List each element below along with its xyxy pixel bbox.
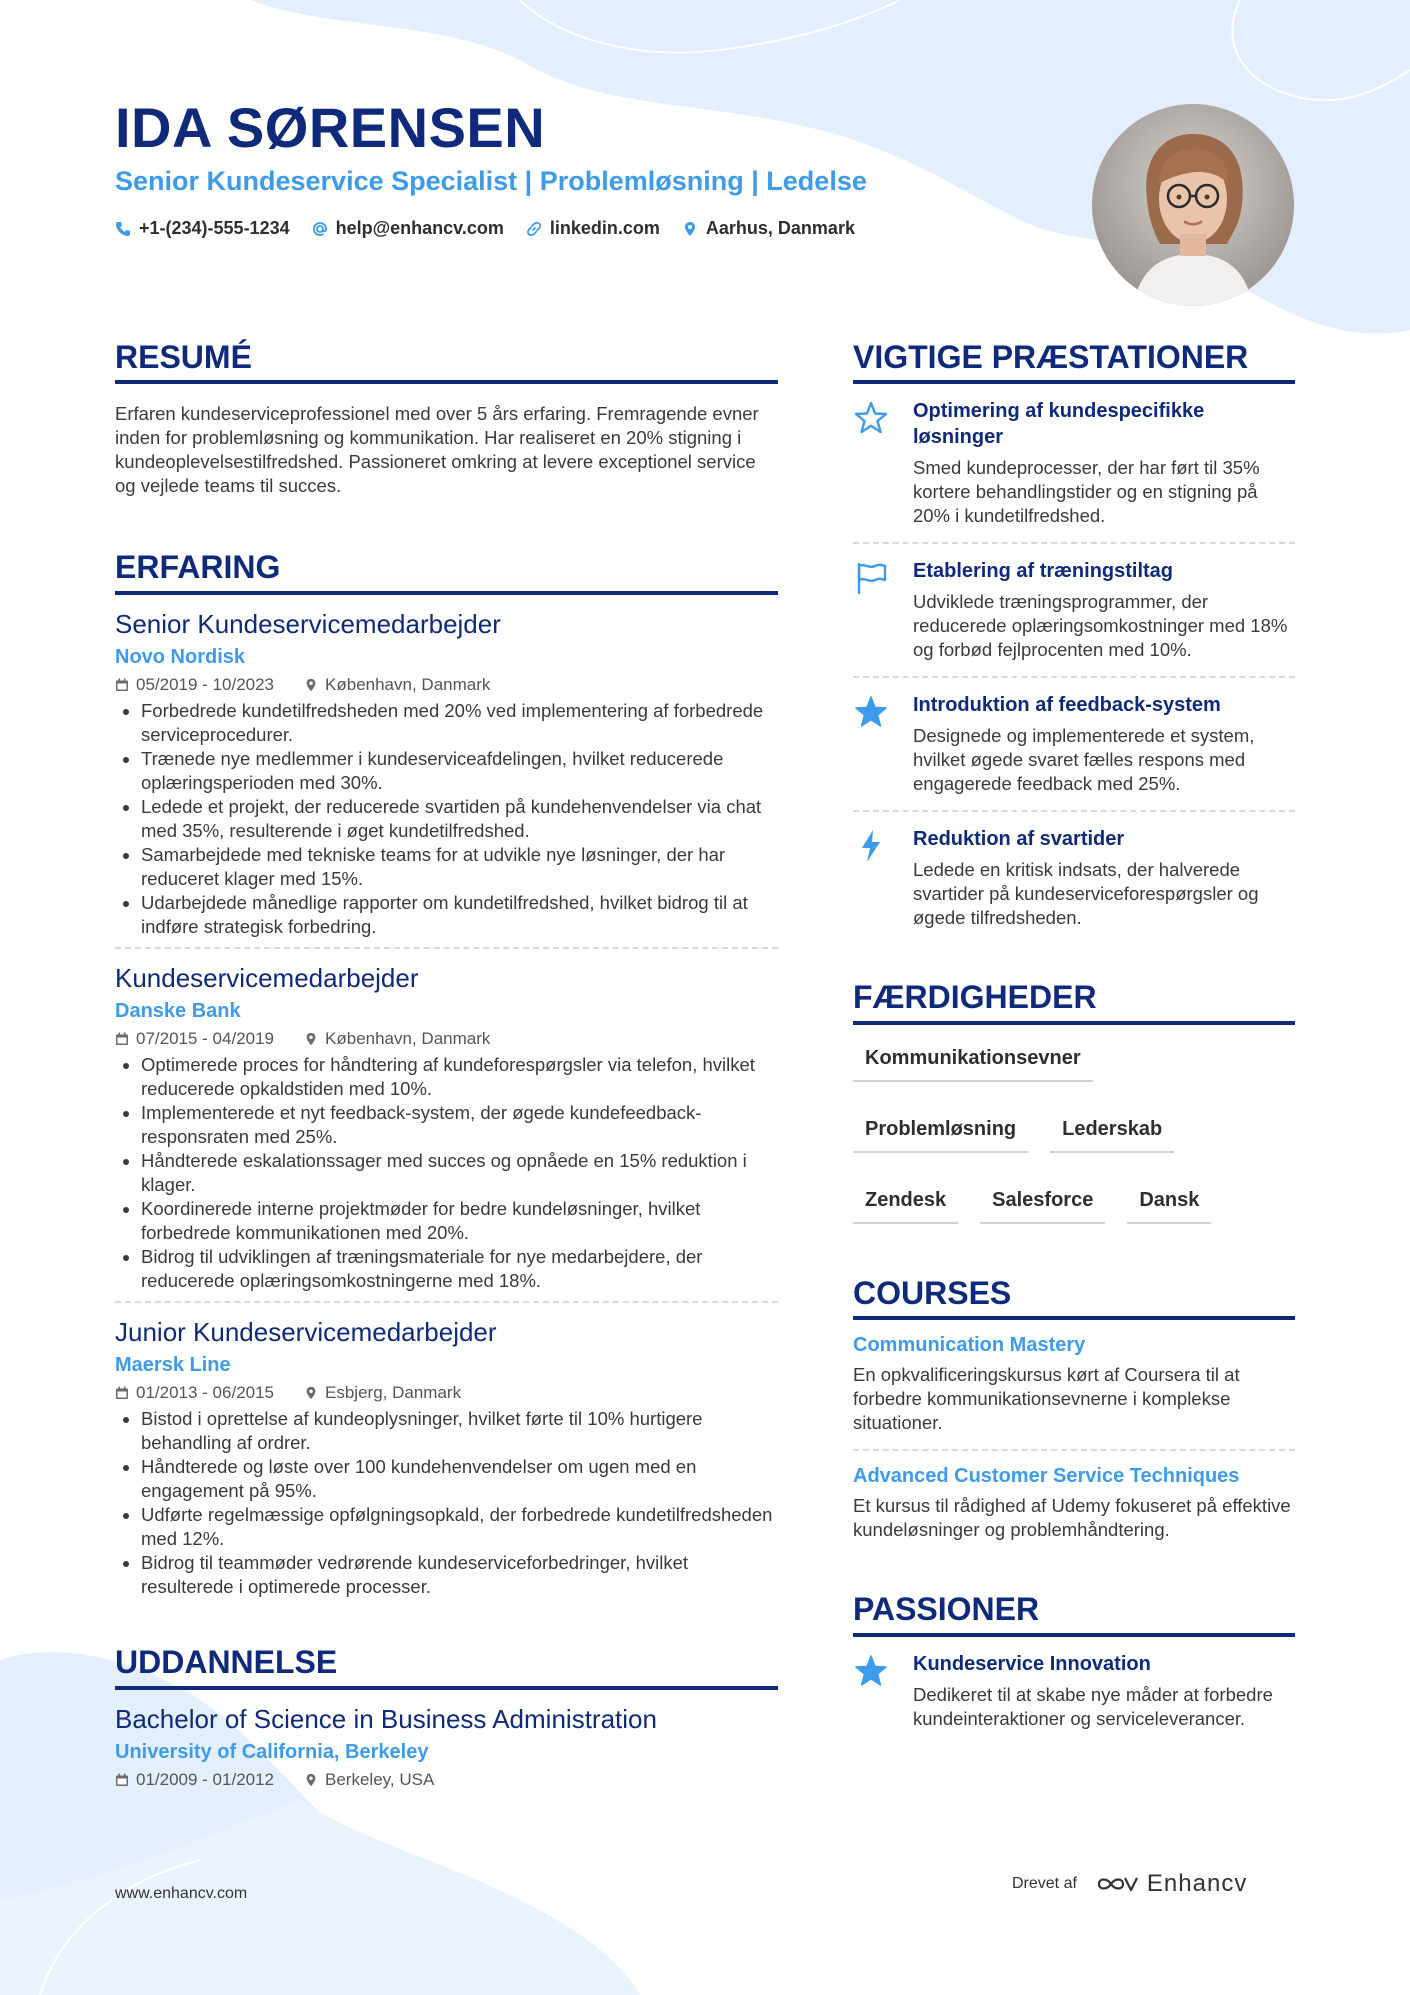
- job-dates: 01/2013 - 06/2015: [136, 1383, 275, 1403]
- star-outline-icon: [853, 400, 889, 436]
- job-bullet: • Koordinerede interne projektmøder for bedre kundeløsninger, hvilket forbedrede kommunikationen med 20%.: [141, 1197, 778, 1245]
- star-icon: [853, 694, 889, 730]
- achievement-desc: Smed kundeprocesser, der har ført til 35% kortere behandlingstider og en stigning på 20% i kundetilfredshed.: [913, 457, 1260, 527]
- enhancv-logo-icon: [1095, 1872, 1139, 1896]
- education-entry: [115, 1690, 778, 1798]
- job-bullet: • Udførte regelmæssige opfølgningsopkald, der forbedrede kundetilfredsheden med 12%.: [141, 1503, 778, 1551]
- calendar-icon: [115, 678, 129, 692]
- calendar-icon: [115, 1032, 129, 1046]
- calendar-icon: [115, 1386, 129, 1400]
- left-column: [115, 338, 778, 1798]
- course-desc: En opkvalificeringskursus kørt af Coursera til at forbedre kommunikationsevnerne i komplekse situationer.: [853, 1364, 1240, 1434]
- job-bullets: [115, 1407, 778, 1599]
- achievement-title: Reduktion af svartider: [913, 828, 1125, 851]
- phone-icon: [115, 221, 131, 237]
- contact-phone[interactable]: [115, 218, 290, 239]
- job-bullet: • Ledede et projekt, der reducerede svartiden på kundehenvendelser via chat med 35%, resulterende i øget kundetilfredshed.: [141, 795, 778, 843]
- achievement-title: Introduktion af feedback-system: [913, 694, 1221, 717]
- candidate-subtitle: Senior Kundeservice Specialist | Problemløsning | Ledelse: [115, 166, 867, 196]
- job-title: Kundeservicemedarbejder: [115, 962, 419, 993]
- lightning-icon: [853, 828, 889, 864]
- passions-title: PASSIONER: [853, 1590, 1295, 1636]
- achievement-title: Etablering af træningstiltag: [913, 560, 1174, 583]
- calendar-icon: [115, 1773, 129, 1787]
- achievement-title: Optimering af kundespecifikke løsninger: [913, 400, 1205, 449]
- profile-photo: [1092, 104, 1294, 306]
- job-bullet: • Bistod i oprettelse af kundeoplysninger, hvilket førte til 10% hurtigere behandling af ordrer.: [141, 1407, 778, 1455]
- powered-by-text: Drevet af: [1012, 1875, 1077, 1892]
- achievement-item: [853, 676, 1295, 810]
- education-degree: Bachelor of Science in Business Administration: [115, 1703, 657, 1734]
- job-bullet: • Håndterede og løste over 100 kundehenvendelser om ugen med en engagement på 95%.: [141, 1455, 778, 1503]
- job-location: København, Danmark: [325, 674, 491, 694]
- contact-bar: [115, 218, 855, 239]
- job-entry: [115, 947, 778, 1301]
- education-meta: [115, 1770, 778, 1790]
- skill-tag: Dansk: [1127, 1185, 1211, 1224]
- passion-desc: Dedikeret til at skabe nye måder at forbedre kundeinteraktioner og serviceleverancer.: [913, 1683, 1273, 1729]
- link-icon: [526, 221, 542, 237]
- skills-title: FÆRDIGHEDER: [853, 978, 1295, 1024]
- courses-title: COURSES: [853, 1274, 1295, 1320]
- job-bullets: [115, 1053, 778, 1293]
- skill-tag: Salesforce: [980, 1185, 1105, 1224]
- job-location: Esbjerg, Danmark: [325, 1383, 462, 1403]
- education-location: Berkeley, USA: [325, 1769, 435, 1789]
- course-desc: Et kursus til rådighed af Udemy fokuseret på effektive kundeløsninger og problemhåndtering.: [853, 1495, 1291, 1541]
- education-school: University of California, Berkeley: [115, 1740, 429, 1763]
- achievement-item: [853, 542, 1295, 676]
- job-meta: [115, 675, 778, 695]
- job-meta: [115, 1029, 778, 1049]
- job-bullet: • Håndterede eskalationssager med succes og opnåede en 15% reduktion i klager.: [141, 1149, 778, 1197]
- skill-tag: Problemløsning: [853, 1114, 1028, 1153]
- education-section: [115, 1643, 778, 1798]
- job-bullet: • Optimerede proces for håndtering af kundeforespørgsler via telefon, hvilket reducerede opkaldstiden med 10%.: [141, 1053, 778, 1101]
- location-icon: [304, 678, 318, 692]
- education-title: UDDANNELSE: [115, 1643, 778, 1689]
- job-entry: [115, 595, 778, 947]
- course-item: [853, 1320, 1295, 1449]
- achievements-section: [853, 338, 1295, 944]
- summary-section: [115, 338, 778, 498]
- job-entry: [115, 1301, 778, 1607]
- contact-phone-text: +1-(234)-555-1234: [139, 218, 290, 238]
- contact-linkedin-text: linkedin.com: [549, 218, 660, 238]
- enhancv-logo-text: Enhancv: [1146, 1870, 1248, 1897]
- job-meta: [115, 1383, 778, 1403]
- achievement-desc: Udviklede træningsprogrammer, der reducerede oplæringsomkostninger med 18% og forbød fejlprocenten med 10%.: [913, 591, 1288, 661]
- job-bullet: • Udarbejdede månedlige rapporter om kundetilfredshed, hvilket bidrog til at indføre strategisk forbedring.: [141, 891, 778, 939]
- achievement-item: [853, 384, 1295, 542]
- education-dates: 01/2009 - 01/2012: [136, 1769, 275, 1789]
- course-item: [853, 1449, 1295, 1556]
- contact-location-text: Aarhus, Danmark: [705, 218, 855, 238]
- job-bullets: [115, 699, 778, 939]
- at-icon: [312, 221, 328, 237]
- skill-tag: Zendesk: [853, 1185, 958, 1224]
- location-icon: [304, 1386, 318, 1400]
- job-company: Novo Nordisk: [115, 645, 246, 668]
- job-bullet: • Samarbejdede med tekniske teams for at udvikle nye løsninger, der har reduceret klager med 15%.: [141, 843, 778, 891]
- location-icon: [682, 221, 698, 237]
- achievements-title: VIGTIGE PRÆSTATIONER: [853, 338, 1295, 384]
- candidate-name: IDA SØRENSEN: [115, 96, 546, 159]
- experience-section: [115, 548, 778, 1607]
- achievement-item: [853, 810, 1295, 944]
- enhancv-logo[interactable]: [1095, 1870, 1247, 1898]
- skills-section: [853, 978, 1295, 1223]
- skill-tag: Kommunikationsevner: [853, 1043, 1093, 1082]
- job-title: Senior Kundeservicemedarbejder: [115, 608, 501, 639]
- job-bullet: • Bidrog til udviklingen af træningsmateriale for nye medarbejdere, der reducerede oplæringsomkostningerne med 18%.: [141, 1245, 778, 1293]
- job-location: København, Danmark: [325, 1029, 491, 1049]
- passions-section: [853, 1590, 1295, 1744]
- location-icon: [304, 1032, 318, 1046]
- location-icon: [304, 1773, 318, 1787]
- contact-email[interactable]: [312, 218, 504, 239]
- job-bullet: • Trænede nye medlemmer i kundeserviceafdelingen, hvilket reducerede oplæringsperioden med 30%.: [141, 747, 778, 795]
- flag-icon: [853, 560, 889, 596]
- achievement-desc: Designede og implementerede et system, hvilket øgede svaret fælles respons med engagerede feedback med 25%.: [913, 725, 1255, 795]
- courses-section: [853, 1274, 1295, 1556]
- skill-tag: Lederskab: [1050, 1114, 1174, 1153]
- job-bullet: • Bidrog til teammøder vedrørende kundeserviceforbedringer, hvilket resulterede i optimerede processer.: [141, 1551, 778, 1599]
- course-title: Advanced Customer Service Techniques: [853, 1465, 1240, 1488]
- job-bullet: • Implementerede et nyt feedback-system, der øgede kundefeedback-responsraten med 25%.: [141, 1101, 778, 1149]
- star-icon: [853, 1653, 889, 1689]
- right-column: [853, 338, 1295, 1745]
- job-dates: 07/2015 - 04/2019: [136, 1029, 275, 1049]
- passion-item: [853, 1637, 1295, 1745]
- contact-location: [682, 218, 855, 239]
- passion-title: Kundeservice Innovation: [913, 1652, 1151, 1675]
- experience-title: ERFARING: [115, 548, 778, 594]
- job-company: Maersk Line: [115, 1354, 231, 1377]
- footer-branding: [1012, 1870, 1247, 1898]
- job-bullet: • Forbedrede kundetilfredsheden med 20% ved implementering af forbedrede serviceprocedurer.: [141, 699, 778, 747]
- achievement-desc: Ledede en kritisk indsats, der halverede svartider på kundeserviceforespørgsler og øgede tilfredsheden.: [913, 859, 1259, 929]
- job-title: Junior Kundeservicemedarbejder: [115, 1317, 497, 1348]
- summary-text: Erfaren kundeserviceprofessionel med over 5 års erfaring. Fremragende evner inden for problemløsning og kommunikation. Har realiseret en 20% stigning i kundeoplevelsestilfredshed. Passioneret omkring at levere exceptionel service og vejlede teams til succes.: [115, 403, 759, 497]
- contact-linkedin[interactable]: [526, 218, 660, 239]
- contact-email-text: help@enhancv.com: [335, 218, 504, 238]
- course-title: Communication Mastery: [853, 1334, 1086, 1357]
- summary-title: RESUMÉ: [115, 338, 778, 384]
- job-company: Danske Bank: [115, 1000, 241, 1023]
- footer-website[interactable]: www.enhancv.com: [115, 1885, 248, 1902]
- job-dates: 05/2019 - 10/2023: [136, 674, 275, 694]
- skills-list: [853, 1043, 1295, 1224]
